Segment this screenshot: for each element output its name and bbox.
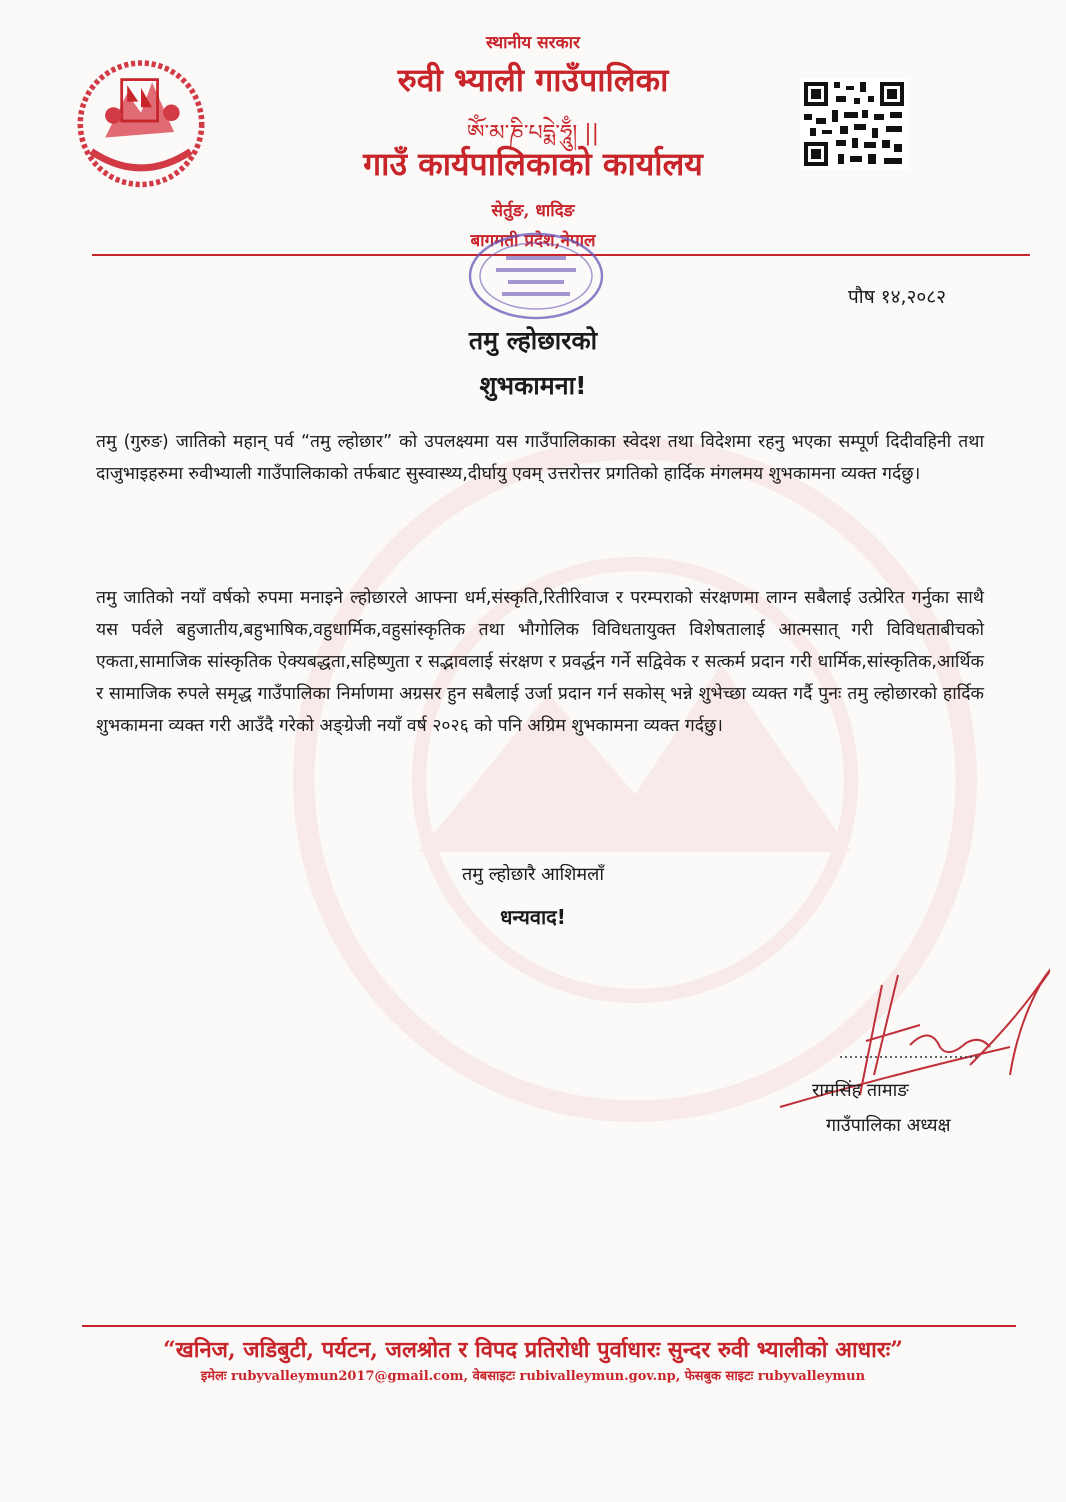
footer-contact: इमेलः rubyvalleymun2017@gmail.com, वेबसाइटः rubivalleymun.gov.np, फेसबुक साइटः rubyvalleymun	[200, 1369, 866, 1384]
local-government-label: स्थानीय सरकार	[485, 33, 580, 53]
footer-motto: “खनिज, जडिबुटी, पर्यटन, जलश्रोत र विपद प्रतिरोधी पुर्वाधारः सुन्दर रुवी भ्यालीको आधारः”	[163, 1337, 903, 1363]
closing-thanks: धन्यवाद!	[500, 905, 566, 929]
footer-divider	[82, 1325, 1016, 1327]
letter-subtitle: शुभकामना!	[479, 371, 587, 400]
address-line-province: बागमती प्रदेश,नेपाल	[470, 231, 596, 251]
letter-date: पौष १४,२०८२	[848, 286, 947, 308]
office-stamp-icon	[466, 230, 606, 322]
signatory-title: गाउँपालिका अध्यक्ष	[826, 1115, 951, 1136]
municipality-name: रुवी भ्याली गाउँपालिका	[397, 61, 669, 99]
letter-title: तमु ल्होछारको	[468, 326, 598, 355]
address-line-district: सेर्तुङ, धादिङ	[491, 201, 575, 221]
signatory-name: रामसिंह तामाङ	[812, 1080, 909, 1101]
paragraph-1: तमु (गुरुङ) जातिको महान् पर्व “तमु ल्होछार” को उपलक्ष्यमा यस गाउँपालिकाका स्वेदश तथा विदेशमा रहनु भएका सम्पूर्ण दिदीवहिनी तथा दाजुभाइहरुमा रुवीभ्याली गाउँपालिकाको तर्फबाट सुस्वास्थ्य,दीर्घायु एवम् उत्तरोत्तर प्रगतिको हार्दिक मंगलमय शुभकामना व्यक्त गर्दछु।	[96, 432, 984, 484]
closing-greeting: तमु ल्होछारै आशिमलाँ	[461, 864, 604, 885]
tibetan-script-line: ཨོཾ་མ་ཎི་པདྨེ་ཧཱུྃ། ||	[466, 121, 600, 146]
office-name: गाउँ कार्यपालिकाको कार्यालय	[363, 145, 703, 183]
paragraph-2: तमु जातिको नयाँ वर्षको रुपमा मनाइने ल्होछारले आफ्ना धर्म,संस्कृति,रितीरिवाज र परम्पराको संरक्षणमा लाग्न सबैलाई उत्प्रेरित गर्नुका साथै यस पर्वले बहुजातीय,बहुभाषिक,वहुधार्मिक,वहुसांस्कृतिक तथा भौगोलिक विविधतायुक्त विशेषतालाई आत्मसात् गरी विविधताबीचको एकता,सामाजिक सांस्कृतिक ऐक्यबद्धता,सहिष्णुता र सद्भावलाई संरक्षण र प्रवर्द्धन गर्ने सद्विवेक र सत्कर्म प्रदान गरी धार्मिक,सांस्कृतिक,आर्थिक र सामाजिक रुपले समृद्ध गाउँपालिका निर्माणमा अग्रसर हुन सबैलाई उर्जा प्रदान गर्न सकोस् भन्ने शुभेच्छा व्यक्त गर्दै पुनः तमु ल्होछारको हार्दिक शुभकामना व्यक्त गरी आउँदै गरेको अङ्ग्रेजी नयाँ वर्ष २०२६ को पनि अग्रिम शुभकामना व्यक्त गर्दछु।	[96, 588, 984, 736]
